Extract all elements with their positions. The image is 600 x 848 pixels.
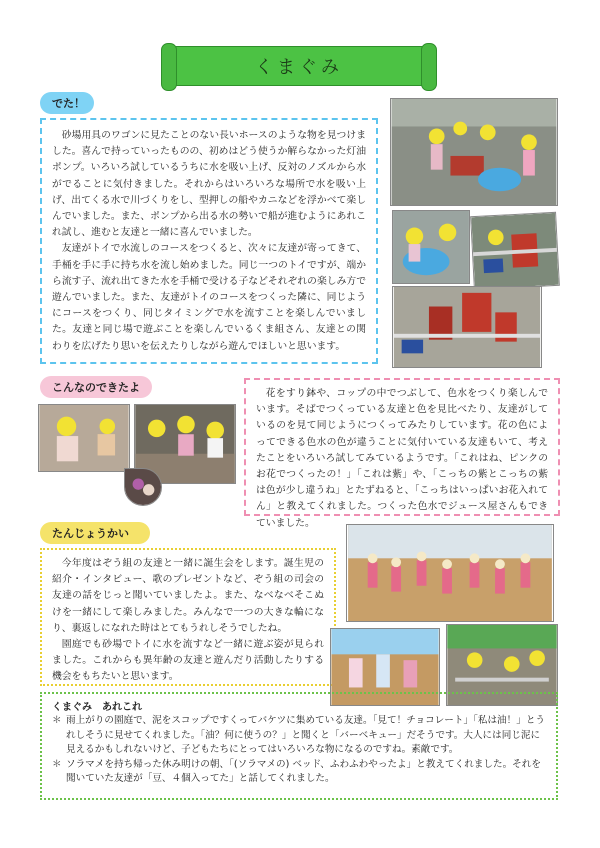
list-item: [52, 714, 546, 758]
section-text-dete: [40, 118, 378, 364]
section-label-konna: こんなのできたよ: [40, 376, 152, 398]
section-label-tanjoukai: たんじょうかい: [40, 522, 150, 544]
photo-image: [125, 469, 161, 505]
list-item: [52, 758, 546, 787]
photo-birthday-circle: [346, 524, 554, 622]
scroll-roll-right: [421, 43, 437, 91]
section-text-tanjoukai: [40, 548, 336, 686]
photo-image: [391, 99, 557, 205]
page-title: くまぐみ: [255, 57, 343, 78]
paragraph: 砂場用具のワゴンに見たことのない長いホースのような物を見つけました。喜んで持っていったものの、初めはどう使うか解らなかった灯油ポンプ。いろいろ試しているうちに水を吸い上げ、反対のノズルから水がでることに気付きました。それからはいろいろな場所で水を吸い上げ、出てくる水で川づくりをし、型押しの船やカニなどを浮かべて楽しんでいました。また、ポンプから出る水の勢いで船が進むようにあれこれ試し、進むと友達と一緒に喜んでいました。: [52, 130, 366, 239]
photo-image: [471, 213, 559, 289]
section-text-konna: [244, 378, 560, 529]
photo-trough-course: [392, 286, 542, 368]
paragraph: 友達がトイで水流しのコースをつくると、次々に友達が寄ってきて、手桶を手に手に持ち水を流し始めました。同じ一つのトイですが、端から流す子、流れ出てきた水を手桶で受ける子などそれぞれの楽しみ方で遊んでいました。また、友達がトイのコースをつくった隣に、同じようにコースをつくり、同じタイミングで水を流すことを楽しんでいました。友達と同じ場で遊ぶことを楽しんでいるくま組さん、友達との関わりを広げたり思いを伝えたりしながら遊んでほしいと思います。: [52, 243, 366, 352]
photo-flowers-cups: [124, 468, 162, 506]
photo-image: [347, 525, 553, 621]
paragraph: 園庭でも砂場でトイに水を流すなど一緒に遊ぶ姿が見られました。これからも異年齢の友達と遊んだり活動したりする機会をもちたいと思います。: [52, 639, 324, 683]
note-text: 雨上がりの園庭で、泥をスコップですくってバケツに集めている友達。「見て！チョコレート」「私は油！」とうれしそうに見せてくれました。「油？何に使うの？」と聞くと「バーベキュー」だそうです。大人には同じ泥に見えるかもしれないけど、子どもたちにとってはいろいろな物になるのですね。素敵です。: [66, 715, 546, 755]
photo-image: [39, 405, 129, 471]
section-label-dete: でた！: [40, 92, 94, 114]
photo-water-tub: [392, 210, 470, 284]
scroll-roll-left: [161, 43, 177, 91]
photo-image: [393, 211, 469, 283]
photo-crates-pipe: [470, 212, 560, 290]
notes-title: くまぐみ あれこれ: [52, 702, 142, 713]
photo-image: [393, 287, 541, 367]
paragraph: 花をすり鉢や、コップの中でつぶして、色水をつくり楽しんでいます。そばでつくっている友達と色を見比べたり、友達がしているのを見て同じようにつくってみたりしています。花の色によってできる色水の色が違うことに気付いている友達もいて、考えたことをいろいろ試してみているようです。「これはね、ピンクのお花でつくったの！」「これは紫」や、「こっちの紫とこっちの紫は色が少し違うね」とたずねると、「こっちはいっぱいお花入れてん」と教えてくれました。つくった色水でジュース屋さんもできていました。: [256, 388, 548, 529]
paragraph: 今年度はぞう組の友達と一緒に誕生会をします。誕生児の紹介・インタビュー、歌のプレゼントなど、ぞう組の司会の友達の話をじっと聞いていましたよ。また、なべなべそこぬけを一緒にして楽しみました。みんなで一つの大きな輪になり、裏返しになれた時はとてもうれしそうでしたね。: [52, 558, 324, 634]
bullet-mark: ＊: [52, 715, 62, 726]
notes-box: [40, 692, 558, 800]
bullet-mark: ＊: [52, 758, 62, 770]
photo-color-water-child: [38, 404, 130, 472]
photo-water-pump-group: [390, 98, 558, 206]
note-text: ソラマメを持ち帰った休み明けの朝、「(ソラマメの) ベッド、ふわふわやったよ」と教えてくれました。それを聞いていた友達が「豆、４個入ってた」と話してくれました。: [66, 758, 541, 784]
title-banner: [168, 46, 430, 86]
